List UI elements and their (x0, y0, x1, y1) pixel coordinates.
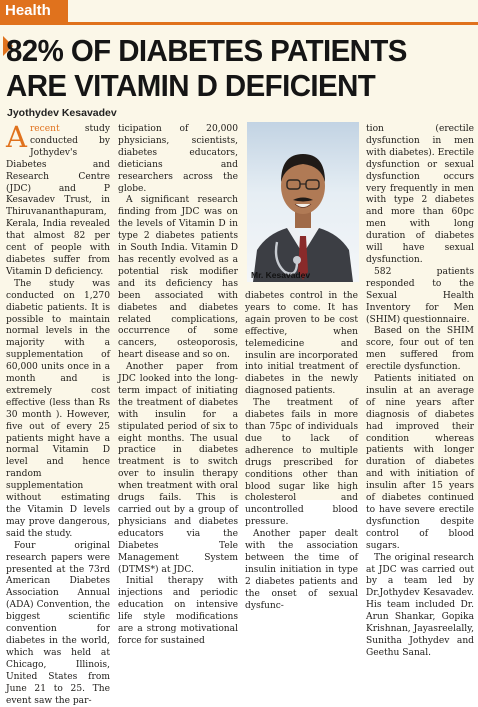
portrait-illustration (247, 122, 359, 282)
paragraph: ticipation of 20,000 physicians, scientists, diabetes educators, dieticians and researchers across the globe. (118, 124, 238, 194)
paragraph: Another paper dealt with the association between the time of insulin initiation in type 2 diabetes patients and the onset of sexual dysfunc- (245, 529, 358, 611)
section-label: Health (0, 0, 68, 22)
paragraph: The original research at JDC was carried out by a team led by Dr.Jothydev Kesavadev. His team included Dr. Arun Shankar, Gopika Krishnan, Jayasreelally, Sunitha Jothydev and Geethu Sanal. (366, 552, 474, 658)
article-column-2 (118, 124, 238, 648)
section-rule (0, 22, 478, 25)
drop-cap: A (6, 120, 27, 154)
headline-line-1: 82% OF DIABETES PATIENTS (6, 33, 407, 68)
article-column-3 (245, 291, 358, 612)
photo-caption: Mr. Kesavadev (251, 270, 311, 280)
paragraph: Arecent study conducted by Jothydev's Diabetes and Research Centre (JDC) and P Kesavadev Trust, in Thiruvananthapuram, Kerala, India revealed that almost 82 per cent of people with diabetes suffer from Vitamin D deficiency. (6, 120, 110, 277)
article-column-1 (6, 120, 110, 707)
paragraph: Based on the SHIM score, four out of ten men suffered from erectile dysfunction. (366, 326, 474, 373)
paragraph: Patients initiated on insulin at an average of nine years after diagnosis of diabetes had improved their condition whereas patients with longer duration of diabetes and with initiation of insulin after 15 years of diabetes continued to have severe erectile dysfunction despite control of blood sugars. (366, 374, 474, 551)
portrait-photo (247, 122, 359, 282)
paragraph: The treatment of diabetes fails in more than 75pc of individuals due to lack of adherence to multiple drugs prescribed for conditions other than blood sugar like high cholesterol and uncontrolled blood pressure. (245, 398, 358, 528)
headline-line-2: ARE VITAMIN D DEFICIENT (6, 68, 376, 103)
paragraph: The study was conducted on 1,270 diabetic patients. It is possible to maintain normal levels in the majority with a supplementation of 60,000 units once in a month and is extremely cost effective (less than Rs 30 month ). However, five out of every 25 patients might have a normal Vitamin D level and hence random supplementation without estimating the Vitamin D levels may prove dangerous, said the study. (6, 278, 110, 539)
article-column-4 (366, 124, 474, 660)
paragraph: 582 patients responded to the Sexual Health Inventory for Men (SHIM) questionnaire. (366, 266, 474, 325)
paragraph: tion (erectile dysfunction in men with diabetes). Erectile dysfunction or sexual dysfunction occurs very frequently in men with type 2 diabetes and more than 60pc men with long duration of diabetes will have sexual dysfunction. (366, 124, 474, 265)
paragraph: diabetes control in the years to come. It has again proven to be cost effective, when telemedicine and insulin are incorporated into initial treatment of diabetes in the newly diagnosed patients. (245, 291, 358, 397)
paragraph: Initial therapy with injections and periodic education on intensive life style modifications are a strong motivational force for sustained (118, 576, 238, 646)
paragraph: A significant research finding from JDC was on the levels of Vitamin D in type 2 diabetes patients in South India. Vitamin D has recently evolved as a potential risk modifier and its deficiency has been associated with diabetes and diabetes related complications, occurrence of some cancers, osteoporosis, heart disease and so on. (118, 195, 238, 361)
lead-word: recent (29, 124, 60, 134)
paragraph: Four original research papers were presented at the 73rd American Diabetes Association Annual (ADA) Convention, the biggest scientific convention for diabetes in the world, which was held at Chicago, Illinois, United States from June 21 to 25. The event saw the par- (6, 540, 110, 706)
headline (6, 33, 453, 103)
byline: Jyothydev Kesavadev (7, 107, 117, 119)
paragraph: Another paper from JDC looked into the long-term impact of initiating the treatment of diabetes with insulin for a stipulated period of six to eight months. The usual practice in diabetes treatment is to switch over to insulin therapy when treatment with oral drugs fails. This is carried out by a group of physicians and diabetes educators via the Diabetes Tele Management System (DTMS*) at JDC. (118, 362, 238, 575)
